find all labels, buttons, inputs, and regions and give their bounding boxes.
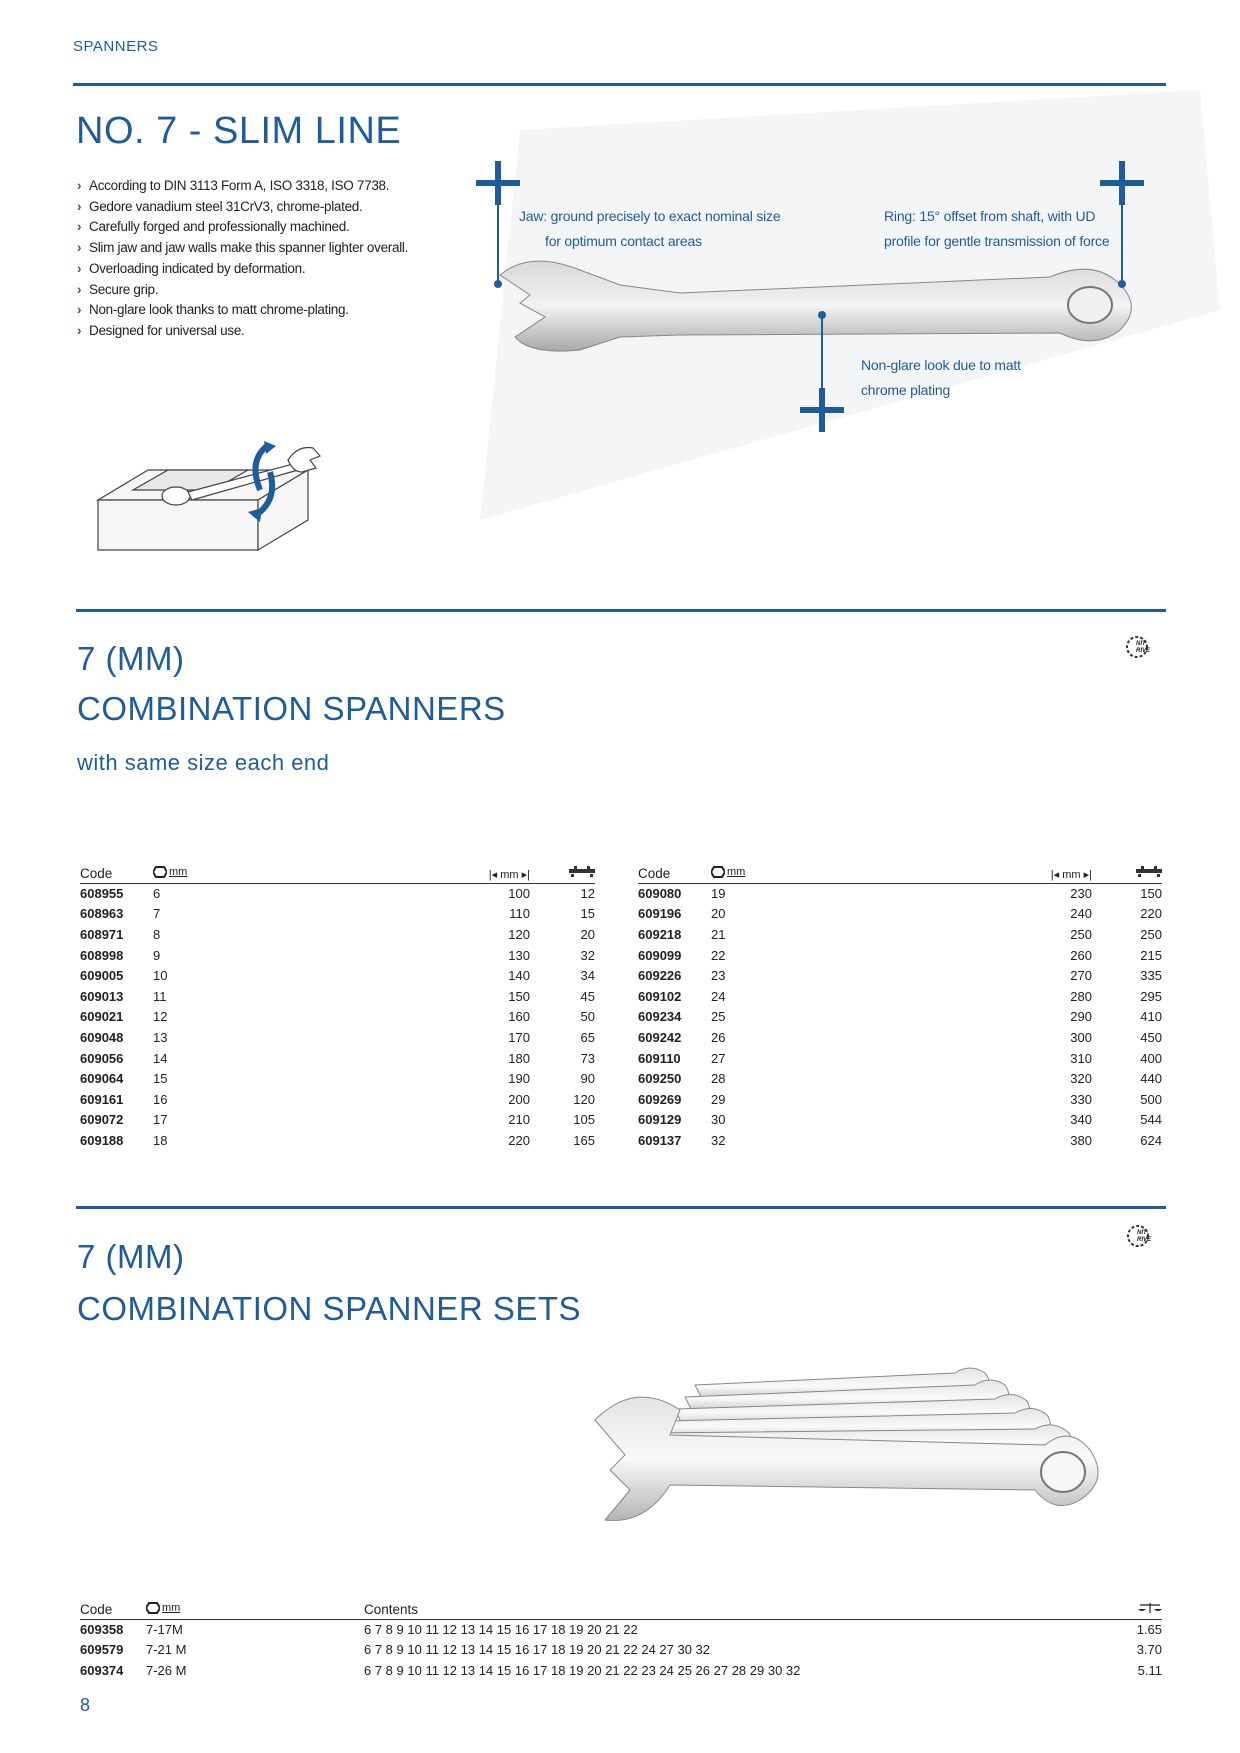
- cell-length: 220: [508, 1132, 530, 1148]
- table-row: [638, 1048, 1162, 1069]
- column-size: mm: [146, 1595, 364, 1619]
- feature-item: › Gedore vanadium steel 31CrV3, chrome-plated.: [77, 197, 437, 218]
- cell-weight: 34: [580, 968, 595, 984]
- cell-code: 609129: [638, 1112, 682, 1128]
- cell-size: 7: [153, 906, 161, 922]
- cell-weight: 32: [580, 947, 595, 963]
- page-title: NO. 7 - SLIM LINE: [76, 110, 402, 152]
- cell-code: 609056: [80, 1050, 124, 1066]
- feature-item: › Secure grip.: [77, 280, 437, 301]
- table-row: [638, 883, 1162, 904]
- plus-icon: [476, 161, 520, 205]
- cell-code: 609358: [80, 1622, 124, 1638]
- cell-weight: 105: [573, 1112, 595, 1128]
- column-code: Code: [80, 1595, 146, 1619]
- table-row: [80, 924, 595, 945]
- svg-text:NIT: NIT: [1137, 1230, 1147, 1236]
- cell-weight: 410: [1140, 1009, 1162, 1025]
- table-body: [638, 883, 1162, 1151]
- table-row: [638, 1089, 1162, 1110]
- column-weight: [1082, 1595, 1162, 1619]
- plus-icon: [800, 388, 844, 432]
- cell-size: 16: [153, 1091, 168, 1107]
- feature-item: › Overloading indicated by deformation.: [77, 259, 437, 280]
- section2-subtitle: COMBINATION SPANNER SETS: [77, 1290, 582, 1327]
- leader-line: [821, 316, 823, 388]
- cell-weight: 215: [1140, 947, 1162, 963]
- cell-length: 150: [508, 988, 530, 1004]
- column-weight: [1092, 859, 1162, 883]
- cell-length: 270: [1070, 968, 1092, 984]
- feature-item: › According to DIN 3113 Form A, ISO 3318, ISO 7738.: [77, 176, 437, 197]
- chevron-right-icon: ›: [77, 322, 82, 338]
- column-length: |◂ mm ▸|: [1032, 859, 1092, 883]
- chevron-right-icon: ›: [77, 240, 82, 256]
- cell-length: 290: [1070, 1009, 1092, 1025]
- cell-length: 110: [509, 906, 530, 922]
- column-contents: Contents: [364, 1595, 1082, 1619]
- cell-code: 609099: [638, 947, 682, 963]
- cell-code: 609374: [80, 1662, 124, 1678]
- cell-code: 609102: [638, 988, 682, 1004]
- chevron-right-icon: ›: [77, 302, 82, 318]
- hex-nut-icon: [146, 1602, 160, 1614]
- cell-size: 14: [153, 1050, 168, 1066]
- cell-weight: 65: [580, 1029, 595, 1045]
- cell-size: 30: [711, 1112, 726, 1128]
- cell-size: 10: [153, 968, 168, 984]
- cell-weight: 90: [580, 1071, 595, 1087]
- cell-code: 609072: [80, 1112, 124, 1128]
- cell-size: 22: [711, 947, 726, 963]
- cell-weight: 440: [1140, 1071, 1162, 1087]
- cell-code: 608971: [80, 926, 124, 942]
- cell-size: 20: [711, 906, 726, 922]
- finish-callout: Non-glare look due to matt chrome plating: [861, 357, 1021, 398]
- cell-code: 609188: [80, 1132, 124, 1148]
- column-length: |◂ mm ▸|: [470, 859, 530, 883]
- cell-code: 609064: [80, 1071, 124, 1087]
- cell-size: 29: [711, 1091, 726, 1107]
- cell-length: 230: [1070, 886, 1092, 902]
- cell-code: 609137: [638, 1132, 682, 1148]
- table-row: [638, 1027, 1162, 1048]
- marker-dot: [1118, 280, 1126, 288]
- cell-length: 320: [1070, 1071, 1092, 1087]
- table-row: [80, 945, 595, 966]
- cell-size: 21: [711, 926, 726, 942]
- cell-weight: 295: [1140, 988, 1162, 1004]
- cell-size: 28: [711, 1071, 726, 1087]
- cell-code: 609110: [638, 1050, 681, 1066]
- cell-size: 9: [153, 947, 161, 963]
- cell-length: 240: [1070, 906, 1092, 922]
- cell-weight: 3.70: [1136, 1642, 1162, 1658]
- table-row: [80, 965, 595, 986]
- cell-weight: 544: [1140, 1112, 1162, 1128]
- section-rule: [76, 609, 1166, 612]
- feature-item: › Slim jaw and jaw walls make this spanner lighter overall.: [77, 238, 437, 259]
- cell-code: 609048: [80, 1029, 124, 1045]
- cell-length: 170: [508, 1029, 530, 1045]
- feature-list: [77, 176, 437, 342]
- spanner-illustration: [490, 255, 1140, 365]
- spanner-set-illustration: [575, 1355, 1135, 1540]
- hex-nut-icon: [153, 866, 167, 878]
- cell-code: 609080: [638, 886, 682, 902]
- cell-code: 609226: [638, 968, 682, 984]
- table-row: [80, 1007, 595, 1028]
- table-row: [80, 1110, 595, 1131]
- column-size: mm: [153, 859, 470, 883]
- chevron-right-icon: ›: [77, 198, 82, 214]
- cell-weight: 50: [580, 1009, 595, 1025]
- cell-weight: 400: [1140, 1050, 1162, 1066]
- marker-dot: [818, 311, 826, 319]
- cell-length: 250: [1070, 926, 1092, 942]
- weight-icon: [569, 866, 595, 878]
- column-size: mm: [711, 859, 1032, 883]
- unit-drive-badge-icon: [1124, 634, 1154, 660]
- svg-text:RIVE: RIVE: [1137, 1237, 1152, 1243]
- table-row: [638, 1007, 1162, 1028]
- cell-code: 609161: [80, 1091, 124, 1107]
- table-row: [80, 1048, 595, 1069]
- cell-size: 15: [153, 1071, 168, 1087]
- weight-icon: [1136, 866, 1162, 878]
- section2-title: 7 (MM): [77, 1238, 185, 1275]
- table-row: [80, 1640, 1162, 1661]
- cell-weight: 450: [1140, 1029, 1162, 1045]
- leader-line: [497, 205, 499, 285]
- table-row: [80, 1130, 595, 1151]
- cell-size: 7-17M: [146, 1622, 183, 1638]
- cell-contents: 6 7 8 9 10 11 12 13 14 15 16 17 18 19 20 21 22 23 24 25 26 27 28 29 30 32: [364, 1662, 801, 1678]
- cell-weight: 45: [580, 988, 595, 1004]
- cell-size: 7-26 M: [146, 1662, 187, 1678]
- cell-length: 160: [508, 1009, 530, 1025]
- cell-weight: 165: [573, 1132, 595, 1148]
- table-row: [638, 945, 1162, 966]
- cell-weight: 220: [1140, 906, 1162, 922]
- cell-contents: 6 7 8 9 10 11 12 13 14 15 16 17 18 19 20 21 22 24 27 30 32: [364, 1642, 711, 1658]
- cell-length: 180: [508, 1050, 530, 1066]
- table-row: [80, 986, 595, 1007]
- cell-code: 609196: [638, 906, 682, 922]
- cell-code: 608963: [80, 906, 124, 922]
- table-row: [80, 1027, 595, 1048]
- cell-code: 609242: [638, 1029, 682, 1045]
- cell-size: 7-21 M: [146, 1642, 187, 1658]
- cell-length: 200: [508, 1091, 530, 1107]
- section1-subtitle2: with same size each end: [77, 750, 330, 775]
- table-row: [80, 883, 595, 904]
- cell-size: 13: [153, 1029, 168, 1045]
- svg-text:RIVE: RIVE: [1136, 648, 1151, 654]
- cell-size: 19: [711, 886, 726, 902]
- table-row: [638, 1110, 1162, 1131]
- column-code: Code: [80, 859, 153, 883]
- cell-length: 300: [1070, 1029, 1092, 1045]
- cell-contents: 6 7 8 9 10 11 12 13 14 15 16 17 18 19 20 21 22: [364, 1622, 638, 1638]
- table-row: [638, 1130, 1162, 1151]
- marker-dot: [494, 280, 502, 288]
- spanner-table-right: [638, 859, 1162, 1151]
- table-body: [80, 883, 595, 1151]
- cell-code: 609218: [638, 926, 682, 942]
- cell-code: 609579: [80, 1642, 124, 1658]
- column-code: Code: [638, 859, 711, 883]
- cell-length: 210: [508, 1112, 530, 1128]
- cell-size: 24: [711, 988, 726, 1004]
- cell-weight: 500: [1140, 1091, 1162, 1107]
- scale-icon: [1138, 1602, 1162, 1614]
- leader-line: [1121, 205, 1123, 285]
- cell-weight: 5.11: [1137, 1662, 1162, 1678]
- cell-size: 27: [711, 1050, 726, 1066]
- chevron-right-icon: ›: [77, 260, 82, 276]
- svg-text:NIT: NIT: [1136, 641, 1146, 647]
- cell-weight: 12: [580, 886, 595, 902]
- cell-size: 25: [711, 1009, 726, 1025]
- feature-item: › Non-glare look thanks to matt chrome-plating.: [77, 300, 437, 321]
- table-row: [638, 904, 1162, 925]
- cell-weight: 150: [1140, 886, 1162, 902]
- chevron-right-icon: ›: [77, 281, 82, 297]
- cell-length: 310: [1070, 1050, 1092, 1066]
- spanner-table-left: [80, 859, 595, 1151]
- cell-length: 260: [1070, 947, 1092, 963]
- jaw-callout: Jaw: ground precisely to exact nominal size for optimum contact areas: [519, 208, 781, 249]
- hex-nut-icon: [711, 866, 725, 878]
- cell-size: 17: [153, 1112, 168, 1128]
- cell-code: 609021: [80, 1009, 124, 1025]
- table-row: [638, 986, 1162, 1007]
- cell-size: 8: [153, 926, 161, 942]
- table-row: [80, 904, 595, 925]
- cell-weight: 15: [580, 906, 595, 922]
- plus-icon: [1100, 161, 1144, 205]
- cell-code: 609005: [80, 968, 124, 984]
- cell-length: 130: [508, 947, 530, 963]
- column-weight: [530, 859, 595, 883]
- cell-size: 18: [153, 1132, 168, 1148]
- cell-size: 6: [153, 886, 161, 902]
- section1-subtitle: COMBINATION SPANNERS: [77, 690, 506, 727]
- page-number: 8: [80, 1695, 91, 1715]
- cell-length: 190: [508, 1071, 530, 1087]
- cell-size: 11: [153, 988, 167, 1004]
- feature-item: › Carefully forged and professionally machined.: [77, 217, 437, 238]
- table-row: [638, 1068, 1162, 1089]
- cell-length: 380: [1070, 1132, 1092, 1148]
- table-row: [80, 1089, 595, 1110]
- section-label: SPANNERS: [73, 38, 159, 55]
- feature-item: › Designed for universal use.: [77, 321, 437, 342]
- cell-length: 120: [508, 926, 530, 942]
- table-body: [80, 1619, 1162, 1681]
- cell-weight: 120: [573, 1091, 595, 1107]
- section-rule: [76, 1206, 1166, 1209]
- cell-size: 12: [153, 1009, 168, 1025]
- cell-weight: 73: [580, 1050, 595, 1066]
- cell-weight: 624: [1140, 1132, 1162, 1148]
- deformation-test-illustration: [88, 440, 358, 555]
- cell-length: 140: [508, 968, 530, 984]
- table-row: [80, 1068, 595, 1089]
- cell-weight: 250: [1140, 926, 1162, 942]
- cell-weight: 335: [1140, 968, 1162, 984]
- chevron-right-icon: ›: [77, 178, 82, 193]
- cell-code: 609269: [638, 1091, 682, 1107]
- table-row: [638, 965, 1162, 986]
- table-row: [638, 924, 1162, 945]
- cell-weight: 20: [580, 926, 595, 942]
- cell-code: 609234: [638, 1009, 682, 1025]
- cell-code: 608955: [80, 886, 124, 902]
- cell-size: 26: [711, 1029, 726, 1045]
- section1-title: 7 (MM): [77, 640, 185, 677]
- ring-callout: Ring: 15° offset from shaft, with UD profile for gentle transmission of force: [884, 208, 1110, 249]
- cell-length: 330: [1070, 1091, 1092, 1107]
- cell-code: 608998: [80, 947, 124, 963]
- table-row: [80, 1660, 1162, 1681]
- cell-size: 32: [711, 1132, 726, 1148]
- cell-code: 609013: [80, 988, 124, 1004]
- unit-drive-badge-icon: [1125, 1223, 1155, 1249]
- cell-length: 340: [1070, 1112, 1092, 1128]
- cell-code: 609250: [638, 1071, 682, 1087]
- header-rule: [73, 83, 1166, 86]
- cell-size: 23: [711, 968, 726, 984]
- cell-weight: 1.65: [1136, 1622, 1162, 1638]
- cell-length: 280: [1070, 988, 1092, 1004]
- cell-length: 100: [508, 886, 530, 902]
- table-row: [80, 1619, 1162, 1640]
- spanner-set-table: [80, 1595, 1162, 1681]
- chevron-right-icon: ›: [77, 219, 82, 235]
